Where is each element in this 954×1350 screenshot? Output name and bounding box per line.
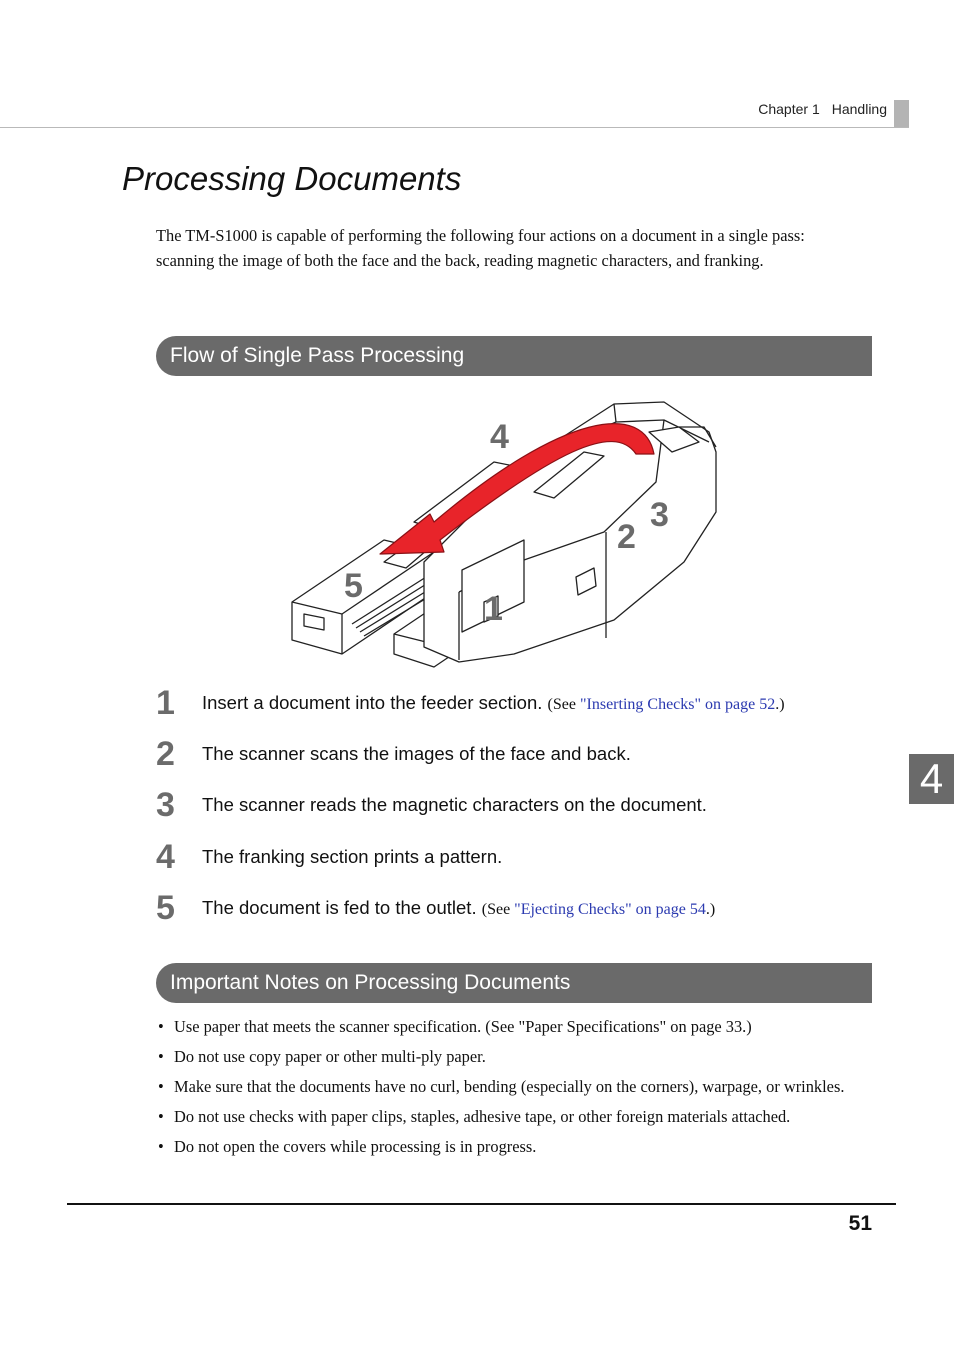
chapter-tab: 4 — [909, 754, 954, 804]
step-text: The document is fed to the outlet. — [202, 897, 477, 918]
step-2 — [156, 735, 876, 783]
header-chapter: Chapter 1 — [758, 101, 820, 117]
reference-suffix: .) — [705, 901, 716, 918]
ejecting-checks-link[interactable]: "Ejecting Checks" on page 54 — [514, 901, 706, 918]
step-number: 1 — [156, 684, 175, 722]
reference-suffix: .) — [775, 696, 785, 713]
intro-paragraph: The TM-S1000 is capable of performing the following four actions on a document in a single pass: scanning the image of both the face and the back, reading magnetic characters, and franking. — [156, 226, 805, 270]
step-1 — [156, 684, 876, 732]
note-text: Do not use copy paper or other multi-ply paper. — [174, 1047, 486, 1066]
footer-rule — [67, 1203, 896, 1205]
step-text: The scanner scans the images of the face and back. — [202, 743, 631, 764]
figure-label-1: 1 — [484, 590, 503, 628]
step-text-wrapper — [202, 692, 785, 714]
step-4 — [156, 838, 876, 886]
note-text: Make sure that the documents have no curl, bending (especially on the corners), warpage, or wrinkles. — [174, 1077, 845, 1096]
scanner-illustration — [284, 392, 724, 677]
list-item: • Do not use checks with paper clips, staples, adhesive tape, or other foreign materials attached. — [158, 1107, 791, 1126]
step-3 — [156, 786, 876, 834]
figure-label-4: 4 — [490, 418, 509, 456]
step-number: 2 — [156, 735, 175, 773]
reference-prefix: (See — [481, 901, 515, 918]
step-reference — [482, 901, 715, 918]
step-5 — [156, 889, 876, 937]
notes-list — [156, 1014, 874, 1164]
note-text: Use paper that meets the scanner specification. (See "Paper Specifications" on page 33.) — [174, 1017, 752, 1036]
page-title: Processing Documents — [122, 160, 462, 197]
inserting-checks-link[interactable]: "Inserting Checks" on page 52 — [579, 696, 776, 713]
step-text-wrapper — [202, 897, 715, 919]
step-text: The franking section prints a pattern. — [202, 846, 503, 867]
figure-label-3: 3 — [650, 496, 669, 534]
figure-label-2: 2 — [617, 518, 636, 556]
step-number: 3 — [156, 786, 175, 824]
page-number: 51 — [848, 1212, 872, 1235]
section-heading-flow: Flow of Single Pass Processing — [156, 336, 872, 376]
header-section: Handling — [831, 101, 887, 117]
figure-label-5: 5 — [344, 567, 363, 605]
running-header — [758, 101, 887, 117]
list-item: • Use paper that meets the scanner specification. (See "Paper Specifications" on page 33.) — [158, 1017, 752, 1036]
note-text: Do not use checks with paper clips, staples, adhesive tape, or other foreign materials attached. — [174, 1107, 791, 1126]
step-number: 4 — [156, 838, 175, 876]
header-tab-marker — [894, 100, 909, 127]
note-text: Do not open the covers while processing is in progress. — [174, 1137, 537, 1156]
list-item: • Make sure that the documents have no curl, bending (especially on the corners), warpage, or wrinkles. — [158, 1077, 845, 1096]
list-item: • Do not use copy paper or other multi-ply paper. — [158, 1047, 486, 1066]
section-heading-notes: Important Notes on Processing Documents — [156, 963, 872, 1003]
list-item: • Do not open the covers while processing is in progress. — [158, 1137, 537, 1156]
step-number: 5 — [156, 889, 175, 927]
reference-prefix: (See — [547, 696, 580, 713]
step-text: The scanner reads the magnetic characters on the document. — [202, 794, 707, 815]
header-rule — [0, 127, 909, 128]
step-text: Insert a document into the feeder section. — [202, 692, 543, 713]
step-reference — [548, 696, 785, 713]
